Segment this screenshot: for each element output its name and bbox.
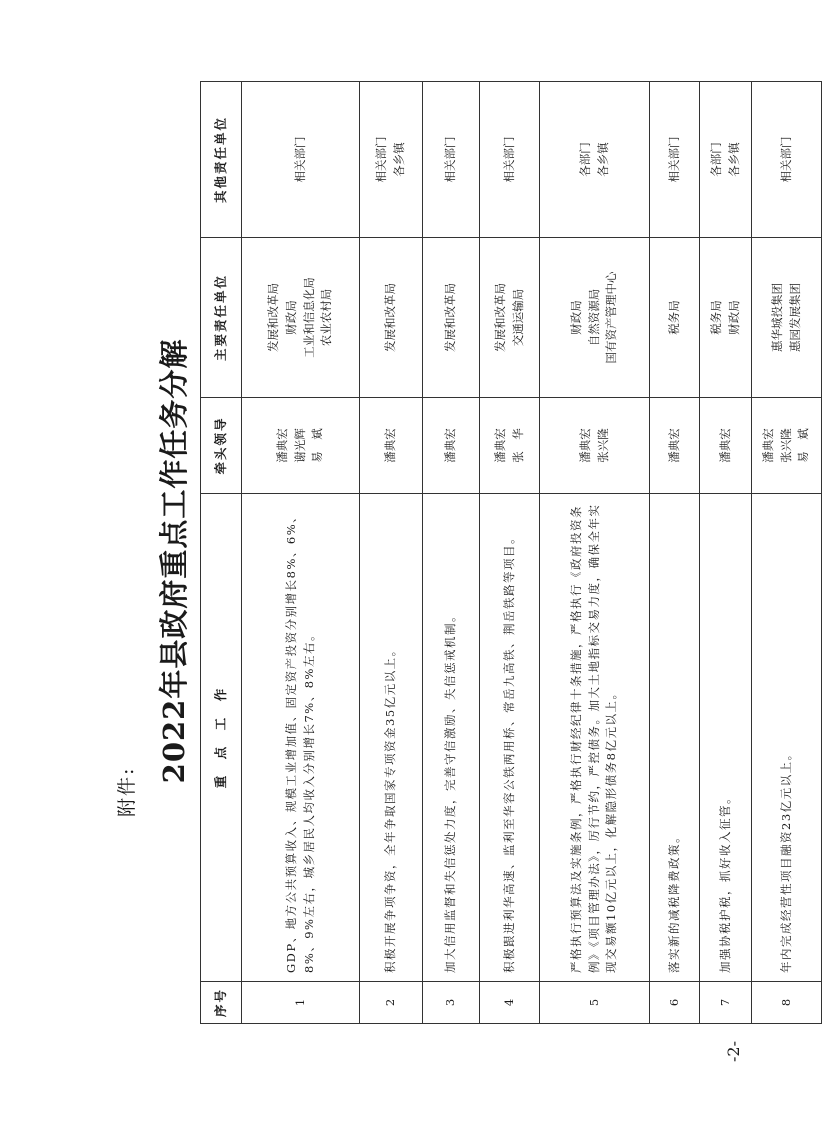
row-other-unit: 相关部门 [480, 82, 540, 238]
row-task: 加强协税护税，抓好收入征管。 [700, 494, 752, 982]
page-number: -2- [724, 1041, 743, 1062]
header-leader: 牵头领导 [201, 398, 242, 494]
row-task: 落实新的减税降费政策。 [650, 494, 700, 982]
table-row [360, 82, 423, 1024]
row-no: 4 [480, 982, 540, 1024]
row-task: 年内完成经营性项目融资23亿元以上。 [752, 494, 822, 982]
row-task: 加大信用监督和失信惩处力度，完善守信激励、失信惩戒机制。 [423, 494, 480, 982]
row-no: 5 [540, 982, 650, 1024]
row-main-unit: 税务局 [650, 238, 700, 398]
row-other-unit: 相关部门 [752, 82, 822, 238]
header-other-unit: 其他责任单位 [201, 82, 242, 238]
row-other-unit: 各部门 各乡镇 [540, 82, 650, 238]
row-main-unit: 发展和改革局 财政局 工业和信息化局 农业农村局 [242, 238, 360, 398]
table-row [540, 82, 650, 1024]
row-no: 2 [360, 982, 423, 1024]
row-other-unit: 相关部门 [650, 82, 700, 238]
row-leader: 潘典宏 [360, 398, 423, 494]
header-no: 序号 [201, 982, 242, 1024]
row-leader: 潘典宏 [700, 398, 752, 494]
row-task: 积极跟进利华高速、监利至华容公铁两用桥、常岳九高铁、荆岳铁路等项目。 [480, 494, 540, 982]
row-leader: 潘典宏 张 华 [480, 398, 540, 494]
row-main-unit: 发展和改革局 交通运输局 [480, 238, 540, 398]
table-row [752, 82, 822, 1024]
table-row [700, 82, 752, 1024]
row-no: 8 [752, 982, 822, 1024]
row-task: GDP、地方公共预算收入、规模工业增加值、固定资产投资分别增长8%、6%、8%、9%左右，城乡居民人均收入分别增长7%、8%左右。 [242, 494, 360, 982]
row-main-unit: 发展和改革局 [423, 238, 480, 398]
attachment-label: 附件: [116, 766, 138, 817]
row-other-unit: 相关部门 [423, 82, 480, 238]
row-leader: 潘典宏 张兴隆 易 斌 [752, 398, 822, 494]
table-row [480, 82, 540, 1024]
header-main-unit: 主要责任单位 [201, 238, 242, 398]
row-main-unit: 发展和改革局 [360, 238, 423, 398]
row-leader: 潘典宏 张兴隆 [540, 398, 650, 494]
table-row [650, 82, 700, 1024]
header-task: 重 点 工 作 [201, 494, 242, 982]
table-header-row [201, 82, 242, 1024]
task-table [200, 81, 822, 1024]
row-other-unit: 各部门 各乡镇 [700, 82, 752, 238]
document-title: 2022年县政府重点工作任务分解 [157, 338, 191, 784]
row-task: 积极开展争项争资，全年争取国家专项资金35亿元以上。 [360, 494, 423, 982]
row-main-unit: 财政局 自然资源局 国有资产管理中心 [540, 238, 650, 398]
row-no: 1 [242, 982, 360, 1024]
row-leader: 潘典宏 [423, 398, 480, 494]
row-other-unit: 相关部门 各乡镇 [360, 82, 423, 238]
row-no: 6 [650, 982, 700, 1024]
row-task: 严格执行预算法及实施条例，严格执行财经纪律十条措施，严格执行《政府投资条例》《项目管理办法》，厉行节约，严控债务。加大土地指标交易力度，确保全年实现交易额10亿元以上，化解隐形债务8亿元以上。 [540, 494, 650, 982]
row-leader: 潘典宏 谢光辉 易 斌 [242, 398, 360, 494]
row-no: 7 [700, 982, 752, 1024]
row-no: 3 [423, 982, 480, 1024]
row-leader: 潘典宏 [650, 398, 700, 494]
row-main-unit: 惠华城投集团 惠园发展集团 [752, 238, 822, 398]
table-row [423, 82, 480, 1024]
row-main-unit: 税务局 财政局 [700, 238, 752, 398]
row-other-unit: 相关部门 [242, 82, 360, 238]
table-row [242, 82, 360, 1024]
